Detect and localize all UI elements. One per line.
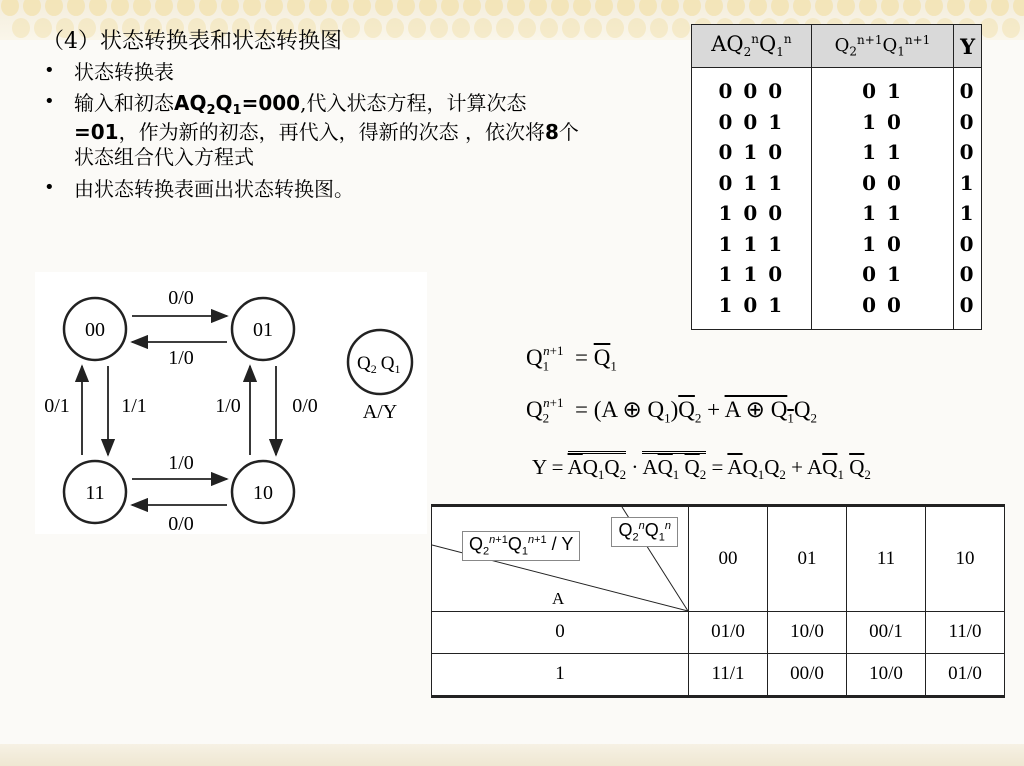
bullet-text: 状态转换表 — [74, 60, 174, 84]
decorative-dot — [595, 0, 613, 16]
edge-label-10-11: 0/0 — [168, 513, 194, 534]
decorative-dot — [969, 0, 987, 16]
decorative-dot — [177, 0, 195, 16]
edge-label-01-00: 1/0 — [168, 347, 194, 369]
decorative-dot — [430, 18, 448, 38]
bullet-item-table — [42, 60, 582, 85]
equation-q2-next: $Q_2^{n+1} = (A$ ⊕ $Q_1)\overline{Q}_2 + A$ ⊕ $Q_1Q_2$ — [526, 395, 817, 426]
decorative-dot — [815, 0, 833, 16]
table-cell-next: 1 0 — [862, 109, 903, 134]
header-present-state: $AQ_2^nQ_1^n$ — [692, 25, 812, 68]
matrix-cell: 10/0 — [847, 653, 926, 696]
decorative-dot — [617, 0, 635, 16]
table-cell-y: 0 — [959, 231, 976, 256]
table-cell-y: 0 — [959, 262, 976, 286]
decorative-dot — [529, 0, 547, 16]
decorative-dot — [375, 0, 393, 16]
matrix-cell: 00/1 — [847, 612, 926, 654]
matrix-cell: 11/0 — [926, 612, 1005, 654]
decorative-dot — [89, 0, 107, 16]
decorative-dot — [628, 18, 646, 38]
table-cell-in: 1 1 1 — [718, 231, 785, 256]
table-cell-y: 0 — [959, 109, 976, 134]
decorative-dot — [562, 18, 580, 38]
decorative-dot — [507, 0, 525, 16]
decorative-dot — [672, 18, 690, 38]
next-state-column — [811, 68, 953, 330]
table-cell-in: 0 1 0 — [718, 140, 785, 164]
table-cell-y: 0 — [959, 79, 976, 103]
column-header: 01 — [768, 506, 847, 612]
decorative-dot — [386, 18, 404, 38]
decorative-dot — [45, 0, 63, 16]
matrix-cell: 00/0 — [768, 653, 847, 696]
decorative-dot — [331, 0, 349, 16]
decorative-dot — [925, 0, 943, 16]
table-cell-y: 1 — [959, 201, 976, 225]
state-transition-table — [691, 24, 982, 330]
decorative-dot — [540, 18, 558, 38]
state-label: 11 — [85, 482, 105, 504]
decorative-dot — [683, 0, 701, 16]
bullet-text: ，作为新的初态，再代入，得新的次态 ，依次将 — [118, 119, 545, 144]
decorative-dot — [1002, 18, 1020, 38]
decorative-dot — [727, 0, 745, 16]
edge-label-10-01: 1/0 — [215, 395, 241, 417]
state-label: 00 — [85, 319, 105, 341]
corner-present-label: $Q_2^nQ_1^n$ — [611, 517, 678, 547]
decorative-dot — [342, 18, 360, 38]
decorative-dot — [353, 0, 371, 16]
initial-state-expr: $AQ_2Q_1=000$ — [174, 91, 301, 119]
table-cell-in: 1 0 1 — [718, 292, 785, 317]
decorative-dot — [265, 0, 283, 16]
decorative-dot — [980, 18, 998, 38]
decorative-dot — [12, 18, 30, 38]
table-cell-next: 1 0 — [862, 231, 903, 256]
count-value: 8 — [544, 119, 559, 144]
column-header: 10 — [926, 506, 1005, 612]
state-label: 10 — [253, 482, 273, 504]
table-cell-in: 0 1 1 — [718, 170, 785, 195]
decorative-dot — [1, 0, 19, 16]
decorative-dot — [23, 0, 41, 16]
decorative-dot — [199, 0, 217, 16]
decorative-dot — [408, 18, 426, 38]
header-next-state: $Q_2^{n+1}Q_1^{n+1}$ — [811, 25, 953, 68]
table-cell-next: 0 0 — [862, 170, 903, 195]
decorative-dot — [903, 0, 921, 16]
decorative-dot — [749, 0, 767, 16]
decorative-dot — [793, 0, 811, 16]
edge-label-11-00: 0/1 — [44, 395, 70, 417]
column-header: 11 — [847, 506, 926, 612]
matrix-cell: 01/0 — [926, 653, 1005, 696]
decorative-dot — [441, 0, 459, 16]
table-cell-in: 0 0 1 — [718, 109, 785, 134]
diagram-legend — [348, 330, 412, 423]
decorative-dot — [364, 18, 382, 38]
decorative-dot — [947, 0, 965, 16]
bullet-text: 个状态组合代入方程式 — [74, 119, 579, 170]
decorative-dot — [584, 18, 602, 38]
edge-label-00-01: 0/0 — [168, 287, 194, 309]
edge-label-11-10: 1/0 — [168, 452, 194, 474]
state-node-01 — [232, 298, 294, 360]
row-input-a: 1 — [432, 653, 689, 696]
edge-label-00-11: 1/1 — [121, 395, 147, 417]
decorative-dot — [221, 0, 239, 16]
decorative-dot — [67, 0, 85, 16]
decorative-dot — [837, 0, 855, 16]
state-transition-matrix — [431, 504, 1005, 698]
decorative-dot — [309, 0, 327, 16]
table-cell-next: 1 1 — [862, 201, 903, 225]
decorative-dot — [991, 0, 1009, 16]
state-label: 01 — [253, 319, 273, 341]
decorative-dot — [650, 18, 668, 38]
decorative-dot — [463, 0, 481, 16]
state-node-00 — [64, 298, 126, 360]
bullet-text: 输入和初态 — [74, 91, 174, 116]
corner-input-label: A — [552, 589, 565, 608]
decorative-dot — [771, 0, 789, 16]
decorative-dot — [474, 18, 492, 38]
equation-q1-next: $Q_1^{n+1} = \overline{Q}_1$ — [526, 343, 617, 374]
slide-heading: （4）状态转换表和状态转换图 — [42, 29, 342, 54]
decorative-dot — [133, 0, 151, 16]
matrix-cell: 01/0 — [689, 612, 768, 654]
table-cell-in: 1 0 0 — [718, 201, 785, 225]
table-cell-next: 1 1 — [862, 140, 903, 164]
decorative-dot — [639, 0, 657, 16]
next-state-value: =01 — [74, 119, 119, 144]
bullet-item-method — [42, 91, 582, 170]
decorative-dot — [1013, 0, 1024, 16]
table-cell-y: 0 — [959, 292, 976, 317]
decorative-dot — [243, 0, 261, 16]
decorative-dot — [705, 0, 723, 16]
decorative-dot — [881, 0, 899, 16]
matrix-cell: 11/1 — [689, 653, 768, 696]
decorative-bottom-band — [0, 744, 1024, 766]
column-header: 00 — [689, 506, 768, 612]
decorative-dot — [397, 0, 415, 16]
matrix-corner-cell — [432, 506, 689, 612]
row-input-a: 0 — [432, 612, 689, 654]
decorative-dot — [485, 0, 503, 16]
decorative-dot — [661, 0, 679, 16]
decorative-dot — [606, 18, 624, 38]
table-cell-next: 0 1 — [862, 79, 903, 103]
table-cell-in: 1 1 0 — [718, 262, 785, 286]
edge-label-01-10: 0/0 — [292, 395, 318, 417]
table-cell-y: 1 — [959, 170, 976, 195]
decorative-dot — [155, 0, 173, 16]
decorative-dot — [287, 0, 305, 16]
decorative-dot — [518, 18, 536, 38]
header-output: Y — [954, 25, 982, 68]
state-node-11 — [64, 461, 126, 523]
decorative-dot — [496, 18, 514, 38]
decorative-dot — [573, 0, 591, 16]
table-cell-next: 0 1 — [862, 262, 903, 286]
decorative-dot — [419, 0, 437, 16]
state-node-10 — [232, 461, 294, 523]
svg-text:Q2Q1: $Q_2$ $Q_1$ — [357, 353, 401, 376]
table-cell-y: 0 — [959, 140, 976, 164]
bullet-item-diagram — [42, 177, 582, 202]
decorative-dot — [859, 0, 877, 16]
decorative-dot — [111, 0, 129, 16]
legend-label: A/Y — [362, 401, 398, 423]
bullet-list — [42, 60, 582, 208]
bullet-text: 由状态转换表画出状态转换图。 — [74, 176, 354, 201]
present-state-column — [692, 68, 812, 330]
table-cell-in: 0 0 0 — [718, 79, 785, 103]
corner-next-label: $Q_2^{n+1}Q_1^{n+1}$ / Y — [462, 531, 580, 561]
output-column — [954, 68, 982, 330]
decorative-dot — [452, 18, 470, 38]
bullet-text: ,代入状态方程，计算次态 — [300, 91, 527, 116]
table-cell-next: 0 0 — [862, 292, 903, 317]
matrix-cell: 10/0 — [768, 612, 847, 654]
equation-output-y: $Y = \overline{A}Q_1Q_2 \cdot A\overline{Q}_1$ $\overline{Q}_2 = \overline{A}Q_1Q_2 + A\overline{Q}_1$ $\overline{Q}_2$ — [532, 455, 871, 483]
decorative-dot — [551, 0, 569, 16]
state-diagram — [35, 272, 427, 534]
